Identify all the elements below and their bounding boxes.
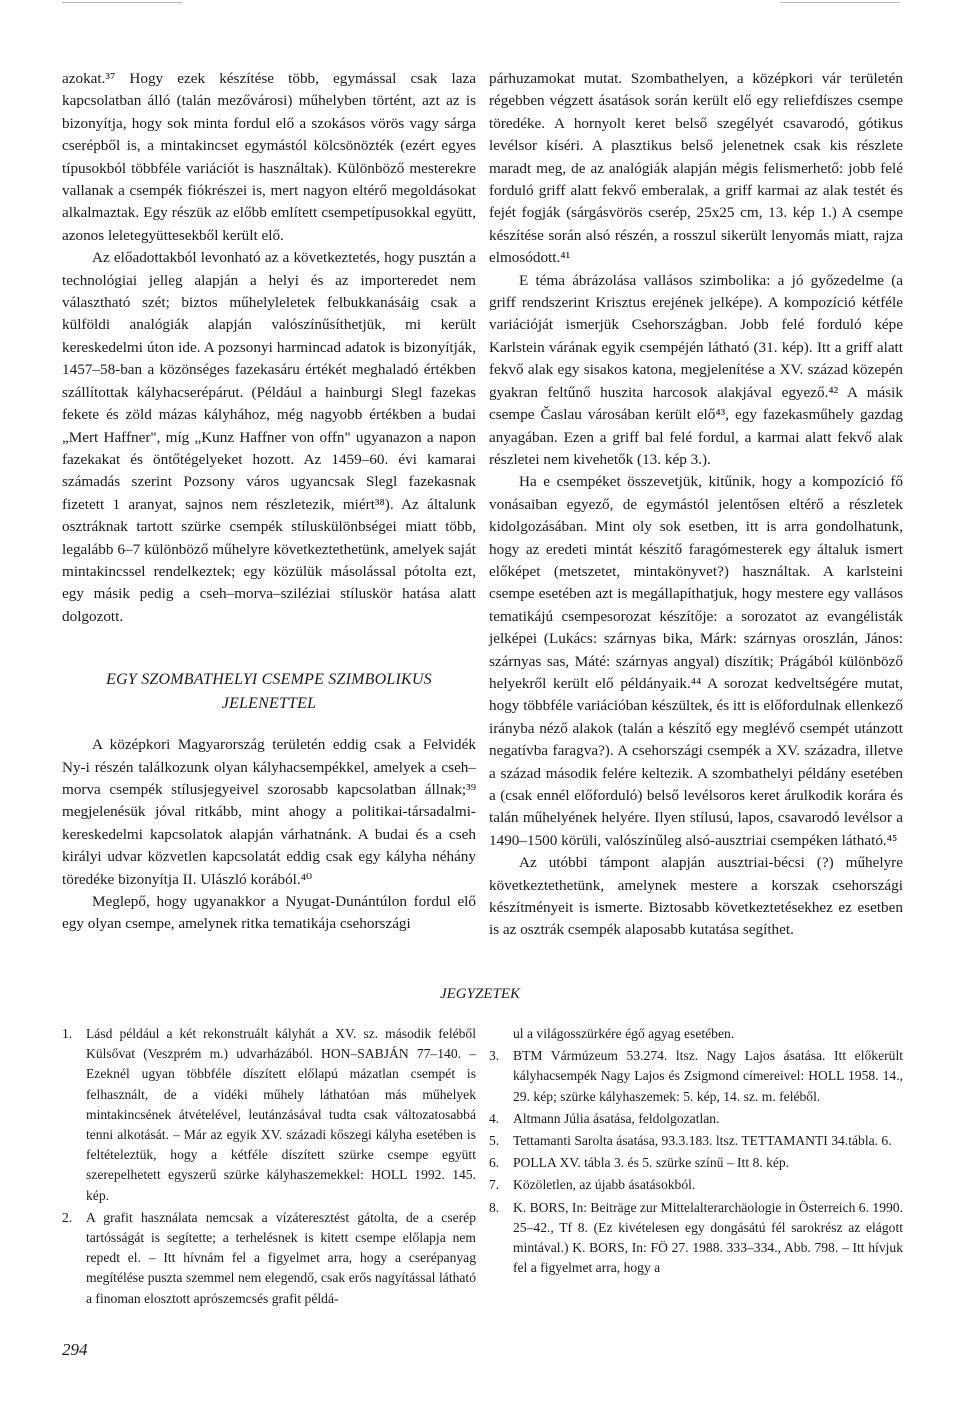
footnote-text: BTM Vármúzeum 53.274. ltsz. Nagy Lajos ásatása. Itt előkerült kályhacsempék Nagy Lajos és Zsigmond címereivel: HOLL 1958. 14., 29. kép; szürke kályhaszemek: 5. kép, 14. sz. m. feléből. xyxy=(513,1048,903,1104)
footnote-number: 1. xyxy=(62,1026,73,1041)
footnote-number: 8. xyxy=(489,1199,500,1215)
top-rule-left xyxy=(62,2,182,3)
paragraph: E téma ábrázolása vallásos szimbolika: a jó győzedelme (a griff rendszerint Krisztus erejének jelképe). A kompozíció kétféle variációját ismerjük Csehországban. Jobb felé forduló képe Karlstein várának egyik csempéjén látható (31. kép). Itt a griff alatt fekvő alak egy sisakos katona, megjelenítése a XV. század közepén gyakran feltűnő huszita harcosok alakjával egyező.⁴² A másik csempe Časlau városában került elő⁴³, egy fazekasműhely gazdag anyagában. Ezen a griff bal felé fordul, a karmai alatt fekvő alak részletei nem kivehetők (13. kép 3.). xyxy=(489,271,903,468)
footnote-text: ul a világosszürkére égő agyag esetében. xyxy=(513,1026,735,1041)
paragraph: A középkori Magyarország területén eddig csak a Felvidék Ny-i részén találkozunk olyan kályhacsempékkel, amelyek a cseh–morva csempék stílusjegyeivel szorosabb kapcsolatban állnak;³⁹ megjelenésük jóval ritkább, mint ahogy a politikai-társadalmi-kereskedelmi kapcsolatok alapján várhatnánk. A budai és a cseh királyi udvar közvetlen kapcsolatát eddig csak egy kályha néhány töredéke bizonyítja II. Ulászló korából.⁴⁰ xyxy=(62,736,476,888)
notes-list-right xyxy=(489,1024,903,1280)
footnote-text: A grafit használata nemcsak a vízáteresztést gátolta, de a cserép tartósságát is segítette; a terhelésnek is kitett csempe előlapja nem repedt el. – Itt hívnám fel a figyelmet arra, hogy a cserépanyag megítélése puszta szemmel nem elegendő, csak erős nagyítással látható a finoman elosztott aprószemcsés grafit példá- xyxy=(86,1209,476,1306)
footnote xyxy=(489,1175,903,1195)
footnote-text: POLLA XV. tábla 3. és 5. szürke színű – Itt 8. kép. xyxy=(513,1155,790,1171)
footnote xyxy=(62,1024,476,1206)
footnote-text: K. BORS, In: Beiträge zur Mittelalterarchäologie in Österreich 6. 1990. 25–42., Tf 8. (Ez kivételesen egy dongásátú fél sarokrész az elágott mintával.) K. BORS, In: FÖ 27. 1988. 333–334., Abb. 798. – Itt hívjuk fel a figyelmet arra, hogy a xyxy=(513,1199,903,1276)
footnote-text: Lásd például a két rekonstruált kályhát a XV. sz. második feléből Külsővat (Veszprém m.) udvarházából. HON–SABJÁN 77–140. – Ezeknél ugyan többféle díszített előlapú mázatlan csempét is felhasznált, de a vidéki műhely láthatóan más műhelyek mintakincsének átvételével, leutánzásával tudta csak változatosabbá tenni alkotását. – Már az egyik XV. századi kőszegi kályha esetében is feltételeztük, hogy a kétféle díszített szürke csempe együtt szerepelhetett egyszerű szürke kályhaszemekkel: HOLL 1992. 145. kép. xyxy=(86,1026,476,1203)
footnote-number: 5. xyxy=(489,1133,500,1149)
footnote xyxy=(489,1131,903,1151)
page-number: 294 xyxy=(62,1340,88,1359)
footnote-number: 6. xyxy=(489,1155,500,1171)
paragraph: Az előadottakból levonható az a következtetés, hogy pusztán a technológiai jelleg alapján a helyi és az importeredet nem választható szét; biztos műhelyleletek felbukkanásáig csak a külföldi analógiák alapján valószínűsíthetjük, mi került kereskedelmi úton ide. A pozsonyi harmincad adatok is bizonyítják, 1457–58-ban a közönséges fazekasáru értékét meghaladó értékben szállítottak kályhacserépárut. (Például a hainburgi Slegl fazekas fekete és zöld mázas kályhához, még nagyobb értékben a budai „Mert Haffner", míg „Kunz Haffner von offn" ugyanazon a napon fazekakat és öntőtégelyeket hozott. Az 1459–60. évi kamarai számadás szerint Pozsony város ugyancsak Slegl fazekasnak fizetett 1 aranyat, sajnos nem részletezik, miért³⁸). Az általunk osztráknak tartott szürke csempék stíluskülönbségei miatt több, legalább 6–7 különböző műhelyre következtethetünk, amelyek saját mintakincssel rendelkeztek; egy közülük másolással pótolta ezt, egy másik pedig a cseh–morva–sziléziai stíluskör hatása alatt dolgozott. xyxy=(62,249,476,625)
footnote-continuation xyxy=(489,1024,903,1044)
footnote xyxy=(489,1153,903,1173)
footnote xyxy=(489,1109,903,1129)
paragraph: Az utóbbi támpont alapján ausztriai-bécsi (?) műhelyre következtethetünk, amelynek mestere a korszak csehországi készítményeit is ismerte. Biztosabb következtetésekhez ez esetben is az osztrák csempék alaposabb kutatása segíthet. xyxy=(489,854,903,939)
footnote-number: 4. xyxy=(489,1110,500,1126)
left-text-column xyxy=(62,68,476,936)
notes-list-left xyxy=(62,1024,476,1311)
footnote-number: 7. xyxy=(489,1177,500,1193)
paragraph: párhuzamokat mutat. Szombathelyen, a középkori vár területén régebben végzett ásatások során került elő egy reliefdíszes csempe töredéke. A hornyolt keret belső szegélyét csavarodó, gótikus levélsor kíséri. A plasztikus belső jelenetnek csak kis részlete maradt meg, de az analógiák alapján mégis felismerhető: jobb felé forduló griff alatt fekvő emberalak, a griff karmai az alak testét és fejét fogják (sárgásvörös cserép, 25x25 cm, 13. kép 1.) A csempe készítése során alsó részén, a rosszul sikerült lenyomás miatt, rajza elmosódott.⁴¹ xyxy=(489,70,903,267)
paragraph: Meglepő, hogy ugyanakkor a Nyugat-Dunántúlon fordul elő egy olyan csempe, amelynek ritka tematikája csehországi xyxy=(62,893,476,933)
section-heading: EGY SZOMBATHELYI CSEMPE SZIMBOLIKUS JELENETTEL xyxy=(106,671,432,713)
footnote xyxy=(489,1046,903,1107)
footnote-number: 2. xyxy=(62,1209,73,1225)
paragraph: azokat.³⁷ Hogy ezek készítése több, egymással csak laza kapcsolatban álló (talán mezővárosi) műhelyben történt, azt az is bizonyítja, hogy sok minta fordul elő a szokásos vörös vagy sárga cserépből is, a mintakincset egymástól kölcsönözték (ezért egyes típusokból többféle variációt is használtak). Különböző mesterekre vallanak a csempék fiókrészei is, mert nagyon eltérő megoldásokat alkalmaztak. Egy részük az előbb említett csempetípusokkal együtt, azonos leletegyüttesekből került elő. xyxy=(62,70,476,244)
footnote xyxy=(62,1208,476,1309)
footnote-number: 3. xyxy=(489,1048,500,1064)
footnote-text: Tettamanti Sarolta ásatása, 93.3.183. ltsz. TETTAMANTI 34.tábla. 6. xyxy=(513,1133,892,1149)
notes-heading: JEGYZETEK xyxy=(439,986,520,1002)
footnote-text: Altmann Júlia ásatása, feldolgozatlan. xyxy=(513,1110,720,1126)
right-text-column xyxy=(489,68,903,942)
paragraph: Ha e csempéket összevetjük, kitűnik, hogy a kompozíció fő vonásaiban egyező, de egymástól jelentősen eltérő a részletek kidolgozásában. Mint oly sok esetben, itt is arra gondolhatunk, hogy az eredeti mintát készítő faragómesterek egy általuk ismert előképet (metszetet, mintakönyvet?) használtak. A karlsteini csempe esetében azt is megállapíthatjuk, hogy mestere egy vallásos tematikájú csempesorozat készítője: a sorozatot az evangélisták jelképei (Lukács: szárnyas bika, Márk: szárnyas oroszlán, János: szárnyas sas, Máté: szárnyas angyal) díszítik; Prágából különböző helyekről került elő példányaik.⁴⁴ A sorozat kedveltségére mutat, hogy többféle variációban készültek, és itt is előfordulnak ellenkező irányba néző alakok (talán a készítő egy meglévő csempét utánzott negatívba faragva?). A csehországi csempék a XV. századra, illetve a század második felére keltezik. A szombathelyi példány esetében a (csak ennél előforduló) belső levélsoros keret árulkodik korára és talán műhelyének helyére. Ilyen stílusú, lapos, csavarodó levélsor a 1490–1500 körüli, valószínűleg alsó-ausztriai csempéken látható.⁴⁵ xyxy=(489,473,903,849)
top-rule-right xyxy=(780,2,900,3)
footnote xyxy=(489,1198,903,1279)
footnote-text: Közöletlen, az újabb ásatásokból. xyxy=(513,1177,696,1193)
